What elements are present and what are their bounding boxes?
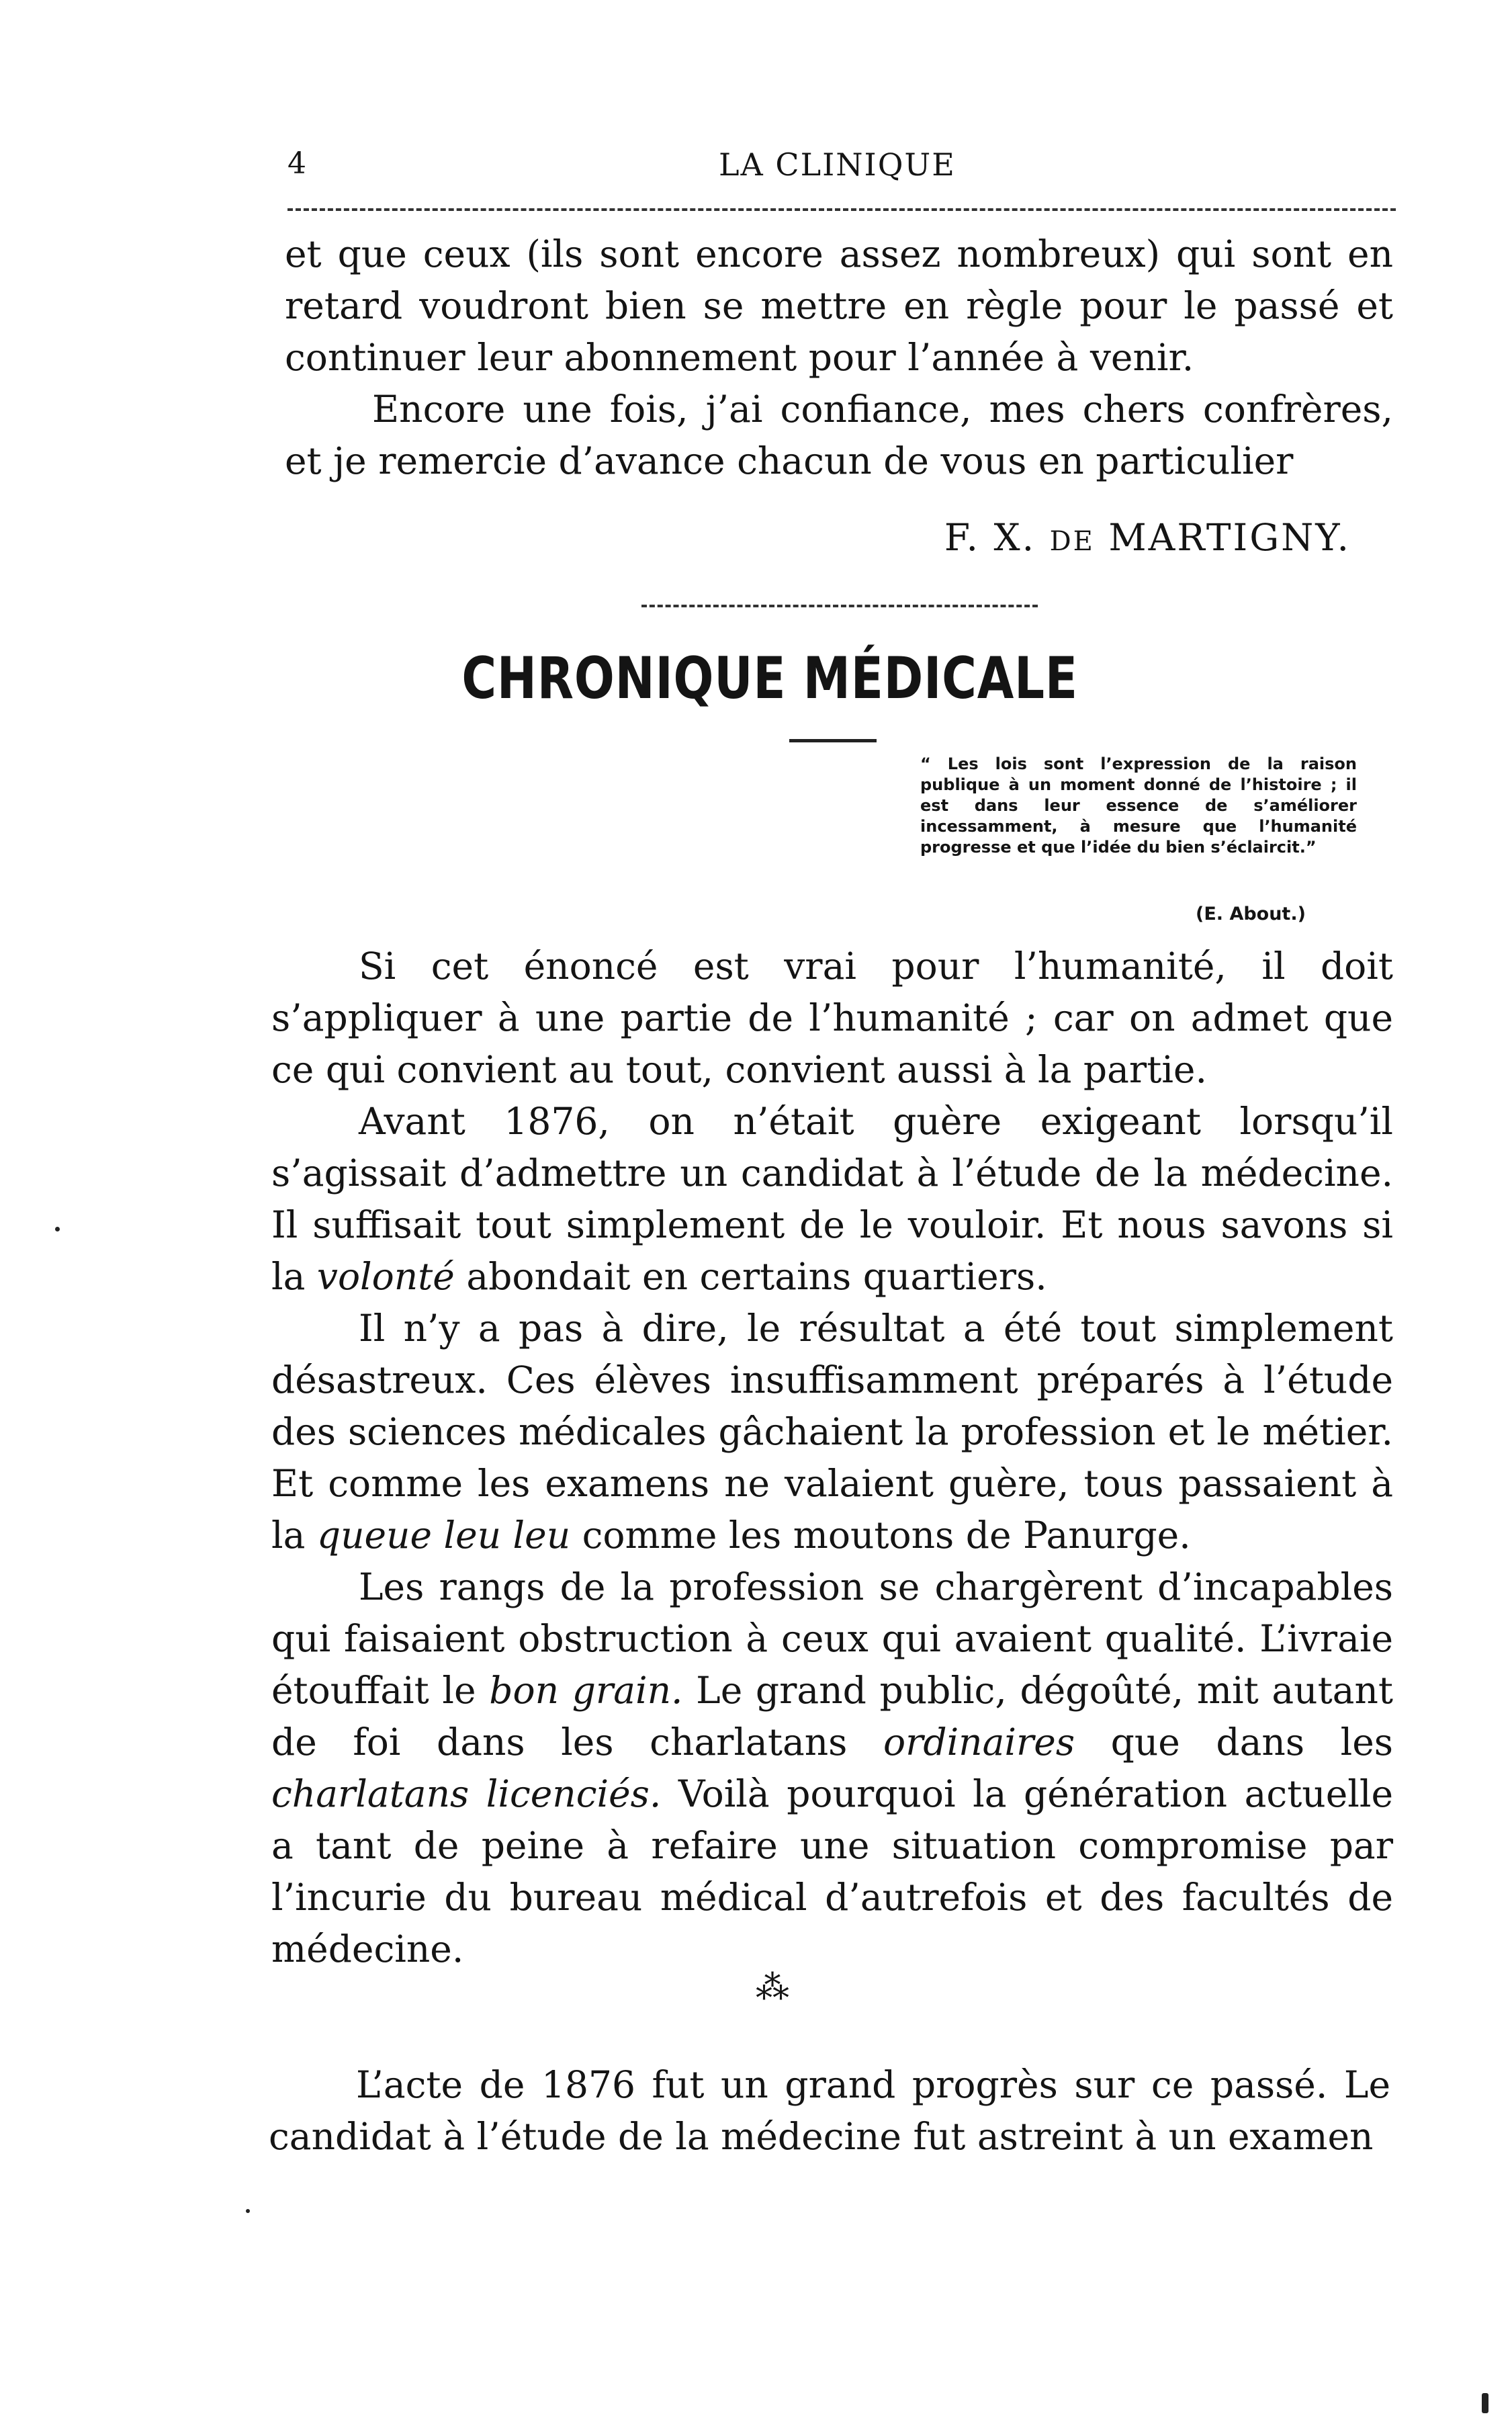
page-number: 4 (287, 146, 306, 181)
body-paragraph-5: L’acte de 1876 fut un grand progrès sur ce passé. Le candidat à l’étude de la médecine fut astreint à un examen (269, 2063, 1390, 2158)
p4-italic-2: ordinaires (883, 1721, 1075, 1764)
p2-text-a: Avant 1876, on n’était guère exigeant lorsqu’il s’agissait d’admettre un candidat à l’étude de la médecine. Il suffisait tout simplement de le vouloir. Et nous savons si la (271, 1100, 1393, 1298)
scan-edge-mark (1482, 2393, 1488, 2413)
scan-speck (246, 2209, 250, 2213)
scan-speck (55, 1227, 60, 1231)
running-title: LA CLINIQUE (719, 146, 956, 183)
body-paragraph-4 (271, 1561, 1393, 1975)
p3-text-b: comme les moutons de Panurge. (582, 1514, 1191, 1557)
article-title: CHRONIQUE MÉDICALE (461, 645, 1078, 712)
letter-closing (285, 228, 1393, 487)
title-underline (789, 739, 877, 742)
letter-paragraph-2: Encore une fois, j’ai confiance, mes chers confrères, et je remercie d’avance chacun de vous en particulier (285, 388, 1393, 482)
p4-italic-3: charlatans licenciés. (271, 1772, 662, 1815)
epigraph-author: (E. About.) (1196, 904, 1306, 924)
p2-text-b: abondait en certains quartiers. (466, 1255, 1047, 1298)
article-continuation (269, 2059, 1390, 2163)
section-divider (641, 605, 1038, 607)
article-body (271, 941, 1393, 1975)
p4-text-b: Le grand public, dégoûté, mit autant de foi dans les charlatans (271, 1669, 1393, 1764)
header-rule (287, 208, 1396, 211)
signature-surname: MARTIGNY. (1108, 516, 1351, 559)
body-paragraph-3 (271, 1303, 1393, 1561)
signature-particle: DE (1049, 526, 1095, 557)
p3-text-a: Il n’y a pas à dire, le résultat a été tout simplement désastreux. Ces élèves insuffisamment préparés à l’étude des sciences médicales gâchaient la profession et le métier. Et comme les examens ne valaient guère, tous passaient à la (271, 1307, 1393, 1557)
body-paragraph-2 (271, 1096, 1393, 1303)
p4-text-c: que dans les (1110, 1721, 1394, 1764)
p3-italic: queue leu leu (316, 1514, 571, 1557)
p4-text-a: Les rangs de la profession se chargèrent d’incapables qui faisaient obstruction à ceux qui avaient qualité. L’ivraie étouffait le (271, 1565, 1393, 1712)
signature-initials: F. X. (944, 516, 1036, 559)
p2-italic: volonté (316, 1255, 455, 1298)
p4-text-d: Voilà pourquoi la génération actuelle a tant de peine à refaire une situation compromise par l’incurie du bureau médical d’autrefois et des facultés de médecine. (271, 1772, 1393, 1970)
letter-paragraph-1: et que ceux (ils sont encore assez nombreux) qui sont en retard voudront bien se mettre en règle pour le passé et continuer leur abonnement pour l’année à venir. (285, 232, 1393, 379)
epigraph: “ Les lois sont l’expression de la raison publique à un moment donné de l’histoire ; il est dans leur essence de s’améliorer incessamment, à mesure que l’humanité progresse et que l’idée du bien s’éclaircit.” (920, 754, 1357, 857)
asterism: ⁂ (756, 1968, 789, 2007)
signature (944, 516, 1351, 559)
body-paragraph-1: Si cet énoncé est vrai pour l’humanité, il doit s’appliquer à une partie de l’humanité ; car on admet que ce qui convient au tout, convient aussi à la partie. (271, 945, 1393, 1091)
p4-italic-1: bon grain. (489, 1669, 683, 1712)
